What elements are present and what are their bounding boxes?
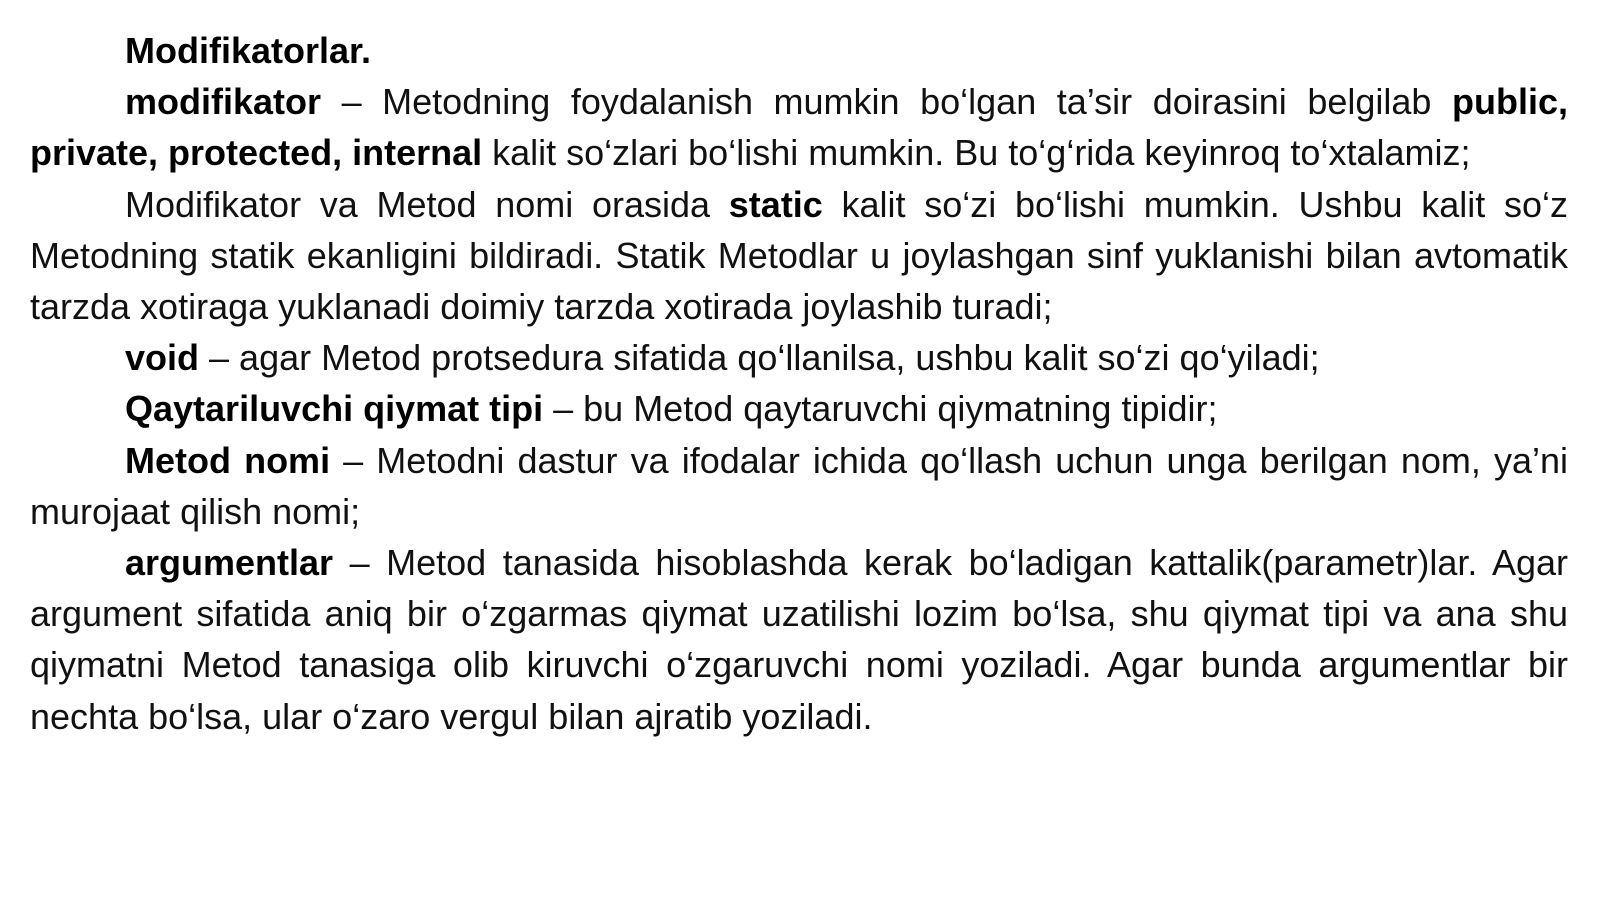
document-body bbox=[30, 25, 1568, 742]
static-text-1: Modifikator va Metod nomi orasida bbox=[125, 183, 729, 225]
modifikator-text-1: – Metodning foydalanish mumkin bo‘lgan ta’sir doirasini belgilab bbox=[321, 81, 1452, 123]
void-text: – agar Metod protsedura sifatida qo‘llanilsa, ushbu kalit so‘zi qo‘yiladi; bbox=[199, 337, 1320, 379]
paragraph-arguments bbox=[30, 537, 1568, 742]
access-keywords: public, private, protected, internal bbox=[30, 81, 1568, 174]
method-name-text: – Metodni dastur va ifodalar ichida qo‘llash uchun unga berilgan nom, ya’ni murojaat qilish nomi; bbox=[30, 439, 1568, 532]
modifikator-text-2: kalit so‘zlari bo‘lishi mumkin. Bu to‘g‘rida keyinroq to‘xtalamiz; bbox=[482, 132, 1471, 174]
paragraph-modifikator bbox=[30, 76, 1568, 178]
term-void: void bbox=[125, 337, 200, 379]
static-text-2: kalit so‘zi bo‘lishi mumkin. Ushbu kalit so‘z Metodning statik ekanligini bildiradi. Statik Metodlar u joylashgan sinf yuklanishi bilan avtomatik tarzda xotiraga yuklanadi doimiy tarzda xotirada joylashib turadi; bbox=[30, 183, 1568, 328]
term-arguments: argumentlar bbox=[125, 542, 334, 584]
paragraph-return-type bbox=[30, 383, 1568, 434]
section-heading bbox=[30, 25, 1568, 76]
paragraph-method-name bbox=[30, 435, 1568, 537]
term-return-type: Qaytariluvchi qiymat tipi bbox=[125, 388, 544, 430]
heading-text: Modifikatorlar. bbox=[125, 30, 372, 71]
term-static: static bbox=[728, 183, 823, 225]
term-method-name: Metod nomi bbox=[125, 439, 331, 481]
term-modifikator: modifikator bbox=[125, 81, 322, 123]
arguments-text: – Metod tanasida hisoblashda kerak bo‘ladigan kattalik(parametr)lar. Agar argument sifatida aniq bir o‘zgarmas qiymat uzatilishi lozim bo‘lsa, shu qiymat tipi va ana shu qiymatni Metod tanasiga olib kiruvchi o‘zgaruvchi nomi yoziladi. Agar bunda argumentlar bir nechta bo‘lsa, ular o‘zaro vergul bilan ajratib yoziladi. bbox=[30, 542, 1568, 737]
paragraph-void bbox=[30, 332, 1568, 383]
return-type-text: – bu Metod qaytaruvchi qiymatning tipidir; bbox=[543, 388, 1218, 430]
paragraph-static bbox=[30, 179, 1568, 333]
